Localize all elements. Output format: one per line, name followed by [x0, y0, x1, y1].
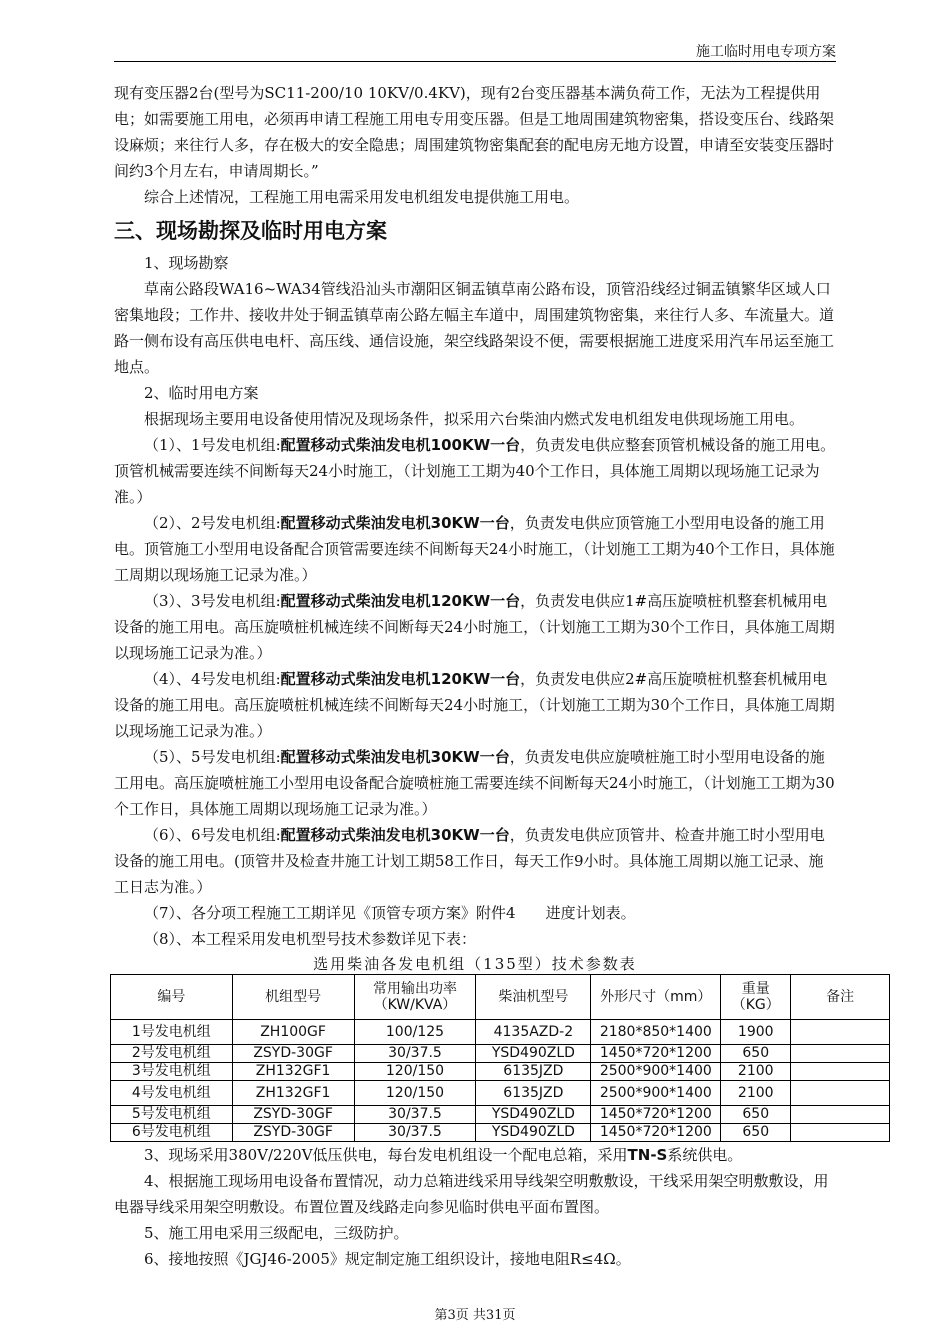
table-cell: 3号发电机组 — [111, 1063, 233, 1081]
page-number: 第3页 共31页 — [434, 1308, 516, 1323]
table-cell: 30/37.5 — [354, 1106, 476, 1124]
table-cell: 1900 — [721, 1020, 791, 1045]
document-body — [114, 80, 855, 1272]
subsection-title-plan: 2、临时用电方案 — [144, 384, 259, 402]
table-header: 柴油机型号 — [476, 975, 591, 1020]
list-item: （2）、2号发电机组:配置移动式柴油发电机30KW一台，负责发电供应顶管施工小型用电设备的施工用电。顶管施工小型用电设备配合顶管需要连续不间断每天24小时施工，（计划施工工期为40个工作日，具体施工周期以现场施工记录为准。） — [114, 514, 835, 584]
table-cell: 1450*720*1200 — [591, 1045, 721, 1063]
table-cell: 1号发电机组 — [111, 1020, 233, 1045]
table-cell: 650 — [721, 1124, 791, 1142]
list-item: （4）、4号发电机组:配置移动式柴油发电机120KW一台，负责发电供应2#高压旋喷桩机整套机械用电设备的施工用电。高压旋喷桩机械连续不间断每天24小时施工，（计划施工工期为30个工作日，具体施工周期以现场施工记录为准。） — [114, 670, 835, 740]
list-item-schedule: （7）、各分项工程施工工期详见《顶管专项方案》附件4 进度计划表。 — [144, 904, 636, 922]
table-cell: 6135JZD — [476, 1063, 591, 1081]
table-cell: 2500*900*1400 — [591, 1063, 721, 1081]
spec-table — [110, 974, 890, 1142]
table-cell: 650 — [721, 1106, 791, 1124]
table-cell: 2号发电机组 — [111, 1045, 233, 1063]
table-header-row — [111, 975, 890, 1020]
table-cell — [791, 1020, 890, 1045]
table-cell: ZH100GF — [232, 1020, 354, 1045]
paragraph-transformer: 现有变压器2台(型号为SC11-200/10 10KV/0.4KV)，现有2台变压器基本满负荷工作，无法为工程提供用电；如需要施工用电，必须再申请工程施工用电专用变压器。但是工地周围建筑物密集，搭设变压台、线路架设麻烦；来往行人多，存在极大的安全隐患；周围建筑物密集配套的配电房无地方设置，申请至安装变压器时间约3个月左右，申请周期长。” — [114, 84, 835, 180]
table-row — [111, 1063, 890, 1081]
table-cell: YSD490ZLD — [476, 1045, 591, 1063]
table-cell — [791, 1124, 890, 1142]
table-cell: 2100 — [721, 1063, 791, 1081]
table-cell: 120/150 — [354, 1063, 476, 1081]
section-heading: 三、现场勘探及临时用电方案 — [114, 219, 387, 243]
header-divider — [114, 61, 836, 62]
table-cell: 650 — [721, 1045, 791, 1063]
table-cell: 2180*850*1400 — [591, 1020, 721, 1045]
paragraph-plan: 根据现场主要用电设备使用情况及现场条件，拟采用六台柴油内燃式发电机组发电供现场施工用电。 — [144, 410, 805, 428]
table-row — [111, 1106, 890, 1124]
table-row — [111, 1020, 890, 1045]
list-item: （3）、3号发电机组:配置移动式柴油发电机120KW一台，负责发电供应1#高压旋喷桩机整套机械用电设备的施工用电。高压旋喷桩机械连续不间断每天24小时施工，（计划施工工期为30个工作日，具体施工周期以现场施工记录为准。） — [114, 592, 835, 662]
table-cell: ZH132GF1 — [232, 1063, 354, 1081]
table-cell: 1450*720*1200 — [591, 1106, 721, 1124]
table-cell: 4135AZD-2 — [476, 1020, 591, 1045]
table-cell — [791, 1106, 890, 1124]
table-row — [111, 1081, 890, 1106]
table-cell: 120/150 — [354, 1081, 476, 1106]
table-cell: ZSYD-30GF — [232, 1124, 354, 1142]
table-cell: YSD490ZLD — [476, 1106, 591, 1124]
list-item-table-ref: （8）、本工程采用发电机型号技术参数详见下表： — [144, 930, 477, 948]
table-cell: YSD490ZLD — [476, 1124, 591, 1142]
table-cell — [791, 1081, 890, 1106]
list-item: （6）、6号发电机组:配置移动式柴油发电机30KW一台，负责发电供应顶管井、检查井施工时小型用电设备的施工用电。(顶管井及检查井施工计划工期58工作日，每天工作9小时。具体施工周期以施工记录、施工日志为准。） — [114, 826, 825, 896]
table-cell: 5号发电机组 — [111, 1106, 233, 1124]
list-item: （1）、1号发电机组:配置移动式柴油发电机100KW一台，负责发电供应整套顶管机械设备的施工用电。顶管机械需要连续不间断每天24小时施工，（计划施工工期为40个工作日，具体施工周期以现场施工记录为准。） — [114, 436, 836, 506]
table-caption: 选用柴油各发电机组（135型）技术参数表 — [313, 955, 637, 973]
table-cell: 2100 — [721, 1081, 791, 1106]
paragraph-wiring: 4、根据施工现场用电设备布置情况，动力总箱进线采用导线架空明敷敷设，干线采用架空明敷敷设，用电器导线采用架空明敷设。布置位置及线路走向参见临时供电平面布置图。 — [114, 1172, 829, 1216]
table-header: 备注 — [791, 975, 890, 1020]
table-cell: ZSYD-30GF — [232, 1045, 354, 1063]
table-cell: 30/37.5 — [354, 1045, 476, 1063]
table-cell: 100/125 — [354, 1020, 476, 1045]
table-cell: 2500*900*1400 — [591, 1081, 721, 1106]
paragraph-grounding: 6、接地按照《JGJ46-2005》规定制定施工组织设计，接地电阻R≤4Ω。 — [144, 1250, 631, 1268]
subsection-title-survey: 1、现场勘察 — [144, 254, 229, 272]
table-row — [111, 1045, 890, 1063]
table-cell: ZSYD-30GF — [232, 1106, 354, 1124]
table-cell: 30/37.5 — [354, 1124, 476, 1142]
header-title: 施工临时用电专项方案 — [696, 44, 836, 60]
paragraph-survey: 草南公路段WA16~WA34管线沿汕头市潮阳区铜盂镇草南公路布设，顶管沿线经过铜盂镇繁华区域人口密集地段；工作井、接收井处于铜盂镇草南公路左幅主车道中，周围建筑物密集，来往行人多、车流量大。道路一侧布设有高压供电电杆、高压线、通信设施，架空线路架设不便，需要根据施工进度采用汽车吊运至施工地点。 — [114, 280, 835, 376]
list-item: （5）、5号发电机组:配置移动式柴油发电机30KW一台，负责发电供应旋喷桩施工时小型用电设备的施工用电。高压旋喷桩施工小型用电设备配合旋喷桩施工需要连续不间断每天24小时施工，（计划施工工期为30个工作日，具体施工周期以现场施工记录为准。） — [114, 748, 835, 818]
table-cell: 4号发电机组 — [111, 1081, 233, 1106]
table-cell — [791, 1063, 890, 1081]
table-cell — [791, 1045, 890, 1063]
table-cell: 6号发电机组 — [111, 1124, 233, 1142]
table-header: 编号 — [111, 975, 233, 1020]
table-header: 机组型号 — [232, 975, 354, 1020]
paragraph-supply: 3、现场采用380V/220V低压供电，每台发电机组设一个配电总箱，采用TN-S系统供电。 — [144, 1146, 743, 1164]
table-header: 重量（KG） — [721, 975, 791, 1020]
table-cell: ZH132GF1 — [232, 1081, 354, 1106]
table-header: 外形尺寸（mm） — [591, 975, 721, 1020]
table-row — [111, 1124, 890, 1142]
table-header: 常用输出功率（KW/KVA） — [354, 975, 476, 1020]
table-cell: 6135JZD — [476, 1081, 591, 1106]
table-cell: 1450*720*1200 — [591, 1124, 721, 1142]
paragraph-distribution: 5、施工用电采用三级配电，三级防护。 — [144, 1224, 409, 1242]
paragraph-conclusion: 综合上述情况，工程施工用电需采用发电机组发电提供施工用电。 — [144, 188, 580, 206]
